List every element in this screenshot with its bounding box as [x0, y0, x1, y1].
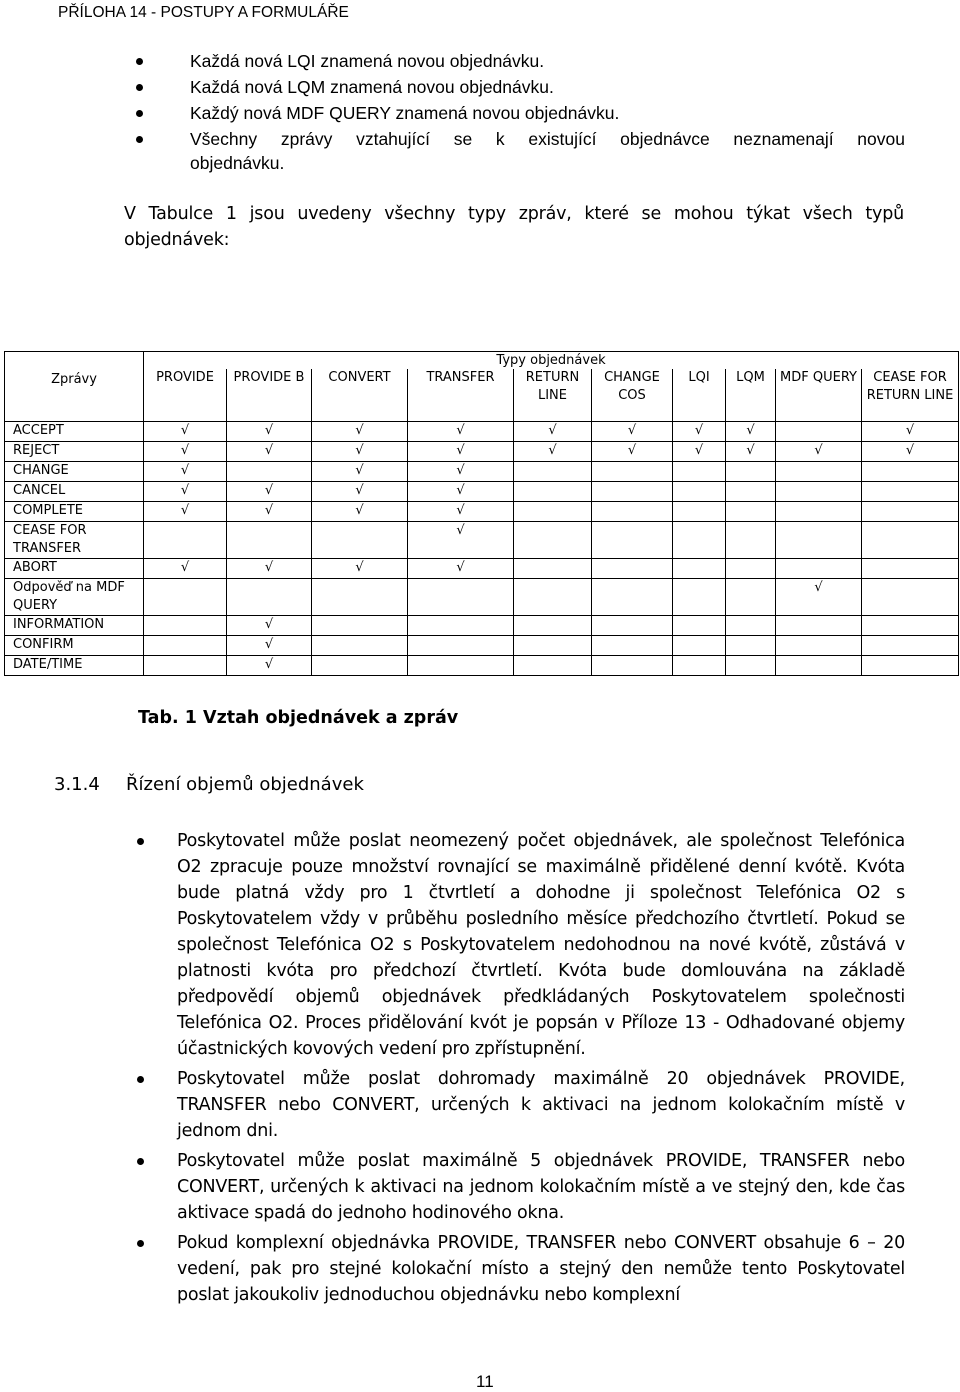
empty-cell [862, 559, 959, 579]
empty-cell [673, 559, 726, 579]
table-row [5, 502, 959, 522]
list-item: Poskytovatel může poslat maximálně 5 objednávek PROVIDE, TRANSFER nebo CONVERT, určených k aktivaci na jednom kolokačním místě a ve stejný den, kde čas aktivace spadá do jednoho hodinového okna. [137, 1148, 905, 1226]
column-header: RETURN LINE [514, 369, 592, 422]
check-mark-icon: √ [673, 422, 726, 442]
row-label: ACCEPT [5, 422, 144, 442]
row-label: INFORMATION [5, 616, 144, 636]
empty-cell [673, 522, 726, 559]
check-mark-icon: √ [227, 502, 312, 522]
table-row [5, 442, 959, 462]
table-row [5, 422, 959, 442]
empty-cell [726, 656, 776, 676]
list-item: Poskytovatel může poslat neomezený počet objednávek, ale společnost Telefónica O2 zpracuje pouze množství rovnající se maximálně přidělené denní kvótě. Kvóta bude platná vždy pro 1 čtvrtletí a dohodne ji společnost Telefónica O2 s Poskytovatelem vždy v průběhu posledního měsíce předchozího čtvrtletí. Pokud se společnost Telefónica O2 s Poskytovatelem nedohodnou na nové kvótě, zůstává v platnosti kvóta pro předchozí čtvrtletí. Kvóta bude domlouvána na základě předpovědí objemů objednávek předkládaných Poskytovatelem společnosti Telefónica O2. Proces přidělování kvót je popsán v Příloze 13 - Odhadované objemy účastnických kovových vedení pro zpřístupnění. [137, 828, 905, 1062]
check-mark-icon: √ [673, 442, 726, 462]
column-header: LQI [673, 369, 726, 422]
empty-cell [592, 522, 673, 559]
bullet-list-orders [135, 49, 905, 177]
check-mark-icon: √ [726, 442, 776, 462]
list-item: Každý nová MDF QUERY znamená novou objednávku. [135, 101, 905, 125]
empty-cell [592, 559, 673, 579]
row-label: CEASE FOR TRANSFER [5, 522, 144, 559]
table-row [5, 579, 959, 616]
check-mark-icon: √ [514, 442, 592, 462]
check-mark-icon: √ [862, 442, 959, 462]
list-item: Pokud komplexní objednávka PROVIDE, TRANSFER nebo CONVERT obsahuje 6 – 20 vedení, pak pro stejné kolokační místo a stejný den nemůže tento Poskytovatel poslat jakoukoliv jednoduchou objednávku nebo komplexní [137, 1230, 905, 1308]
bullet-icon [136, 84, 143, 91]
empty-cell [514, 502, 592, 522]
check-mark-icon: √ [776, 442, 862, 462]
row-label: ABORT [5, 559, 144, 579]
empty-cell [673, 482, 726, 502]
empty-cell [776, 462, 862, 482]
check-mark-icon: √ [227, 482, 312, 502]
empty-cell [862, 522, 959, 559]
empty-cell [592, 616, 673, 636]
empty-cell [726, 502, 776, 522]
empty-cell [862, 636, 959, 656]
bullet-icon [137, 1158, 144, 1165]
empty-cell [673, 502, 726, 522]
empty-cell [673, 616, 726, 636]
list-item: Všechny zprávy vztahující se k existující objednávce neznamenají novou objednávku. [135, 127, 905, 175]
empty-cell [408, 636, 514, 656]
empty-cell [312, 579, 408, 616]
empty-cell [673, 636, 726, 656]
table-intro-paragraph: V Tabulce 1 jsou uvedeny všechny typy zpráv, které se mohou týkat všech typů objednávek: [124, 204, 904, 250]
table-row [5, 616, 959, 636]
empty-cell [862, 616, 959, 636]
empty-cell [592, 462, 673, 482]
group-header: Typy objednávek [144, 352, 959, 370]
empty-cell [144, 522, 227, 559]
list-item: Každá nová LQI znamená novou objednávku. [135, 49, 905, 73]
bullet-icon [136, 136, 143, 143]
check-mark-icon: √ [144, 559, 227, 579]
column-header: CONVERT [312, 369, 408, 422]
empty-cell [862, 502, 959, 522]
check-mark-icon: √ [408, 442, 514, 462]
empty-cell [673, 656, 726, 676]
row-header-label: Zprávy [5, 352, 144, 422]
empty-cell [726, 559, 776, 579]
empty-cell [862, 462, 959, 482]
empty-cell [776, 502, 862, 522]
empty-cell [514, 462, 592, 482]
section-number: 3.1.4 [54, 774, 100, 795]
check-mark-icon: √ [592, 442, 673, 462]
check-mark-icon: √ [144, 442, 227, 462]
check-mark-icon: √ [312, 462, 408, 482]
check-mark-icon: √ [227, 442, 312, 462]
row-label: CHANGE [5, 462, 144, 482]
check-mark-icon: √ [592, 422, 673, 442]
empty-cell [514, 616, 592, 636]
bullet-icon [136, 58, 143, 65]
bullet-icon [137, 1240, 144, 1247]
empty-cell [144, 636, 227, 656]
empty-cell [144, 616, 227, 636]
empty-cell [726, 616, 776, 636]
check-mark-icon: √ [408, 422, 514, 442]
empty-cell [312, 616, 408, 636]
empty-cell [408, 616, 514, 636]
column-header: TRANSFER [408, 369, 514, 422]
empty-cell [592, 502, 673, 522]
empty-cell [408, 656, 514, 676]
check-mark-icon: √ [408, 462, 514, 482]
table-row [5, 522, 959, 559]
check-mark-icon: √ [408, 482, 514, 502]
table-row [5, 462, 959, 482]
empty-cell [514, 522, 592, 559]
column-header: PROVIDE B [227, 369, 312, 422]
check-mark-icon: √ [144, 422, 227, 442]
row-label: COMPLETE [5, 502, 144, 522]
empty-cell [408, 579, 514, 616]
empty-cell [776, 616, 862, 636]
empty-cell [144, 656, 227, 676]
row-label: DATE/TIME [5, 656, 144, 676]
empty-cell [312, 656, 408, 676]
column-header: CEASE FOR RETURN LINE [862, 369, 959, 422]
page-number: 11 [476, 1372, 494, 1391]
empty-cell [144, 579, 227, 616]
empty-cell [726, 482, 776, 502]
check-mark-icon: √ [312, 502, 408, 522]
empty-cell [673, 462, 726, 482]
check-mark-icon: √ [862, 422, 959, 442]
check-mark-icon: √ [514, 422, 592, 442]
empty-cell [726, 636, 776, 656]
column-header: LQM [726, 369, 776, 422]
empty-cell [673, 579, 726, 616]
empty-cell [862, 656, 959, 676]
table-row [5, 636, 959, 656]
list-item: Poskytovatel může poslat dohromady maximálně 20 objednávek PROVIDE, TRANSFER nebo CONVERT, určených k aktivaci na jednom kolokačním místě v jednom dni. [137, 1066, 905, 1144]
empty-cell [312, 522, 408, 559]
bullet-icon [136, 110, 143, 117]
check-mark-icon: √ [227, 422, 312, 442]
empty-cell [776, 522, 862, 559]
column-header: PROVIDE [144, 369, 227, 422]
check-mark-icon: √ [408, 502, 514, 522]
check-mark-icon: √ [312, 422, 408, 442]
table-row [5, 482, 959, 502]
page-header: PŘÍLOHA 14 - POSTUPY A FORMULÁŘE [58, 4, 349, 21]
empty-cell [726, 522, 776, 559]
check-mark-icon: √ [227, 636, 312, 656]
empty-cell [514, 656, 592, 676]
row-label: CANCEL [5, 482, 144, 502]
empty-cell [592, 636, 673, 656]
check-mark-icon: √ [144, 462, 227, 482]
empty-cell [776, 656, 862, 676]
empty-cell [514, 579, 592, 616]
column-header: CHANGE COS [592, 369, 673, 422]
empty-cell [592, 579, 673, 616]
bullet-icon [137, 1076, 144, 1083]
empty-cell [776, 422, 862, 442]
row-label: REJECT [5, 442, 144, 462]
bullet-list-volume [137, 828, 905, 1312]
bullet-icon [137, 838, 144, 845]
section-heading [54, 774, 364, 795]
check-mark-icon: √ [144, 482, 227, 502]
check-mark-icon: √ [776, 579, 862, 616]
row-label: Odpověď na MDF QUERY [5, 579, 144, 616]
empty-cell [726, 462, 776, 482]
column-header: MDF QUERY [776, 369, 862, 422]
message-order-table [4, 351, 959, 676]
empty-cell [776, 636, 862, 656]
list-item: Každá nová LQM znamená novou objednávku. [135, 75, 905, 99]
check-mark-icon: √ [227, 656, 312, 676]
check-mark-icon: √ [312, 442, 408, 462]
empty-cell [227, 579, 312, 616]
table-row [5, 559, 959, 579]
empty-cell [726, 579, 776, 616]
empty-cell [776, 482, 862, 502]
check-mark-icon: √ [408, 522, 514, 559]
empty-cell [514, 482, 592, 502]
empty-cell [227, 522, 312, 559]
check-mark-icon: √ [227, 559, 312, 579]
check-mark-icon: √ [408, 559, 514, 579]
section-title: Řízení objemů objednávek [126, 774, 364, 795]
empty-cell [514, 559, 592, 579]
empty-cell [862, 482, 959, 502]
row-label: CONFIRM [5, 636, 144, 656]
empty-cell [312, 636, 408, 656]
empty-cell [862, 579, 959, 616]
check-mark-icon: √ [144, 502, 227, 522]
check-mark-icon: √ [312, 559, 408, 579]
check-mark-icon: √ [312, 482, 408, 502]
table-caption: Tab. 1 Vztah objednávek a zpráv [138, 708, 459, 728]
check-mark-icon: √ [227, 616, 312, 636]
empty-cell [592, 656, 673, 676]
empty-cell [776, 559, 862, 579]
empty-cell [592, 482, 673, 502]
empty-cell [514, 636, 592, 656]
check-mark-icon: √ [726, 422, 776, 442]
table-row [5, 656, 959, 676]
empty-cell [227, 462, 312, 482]
